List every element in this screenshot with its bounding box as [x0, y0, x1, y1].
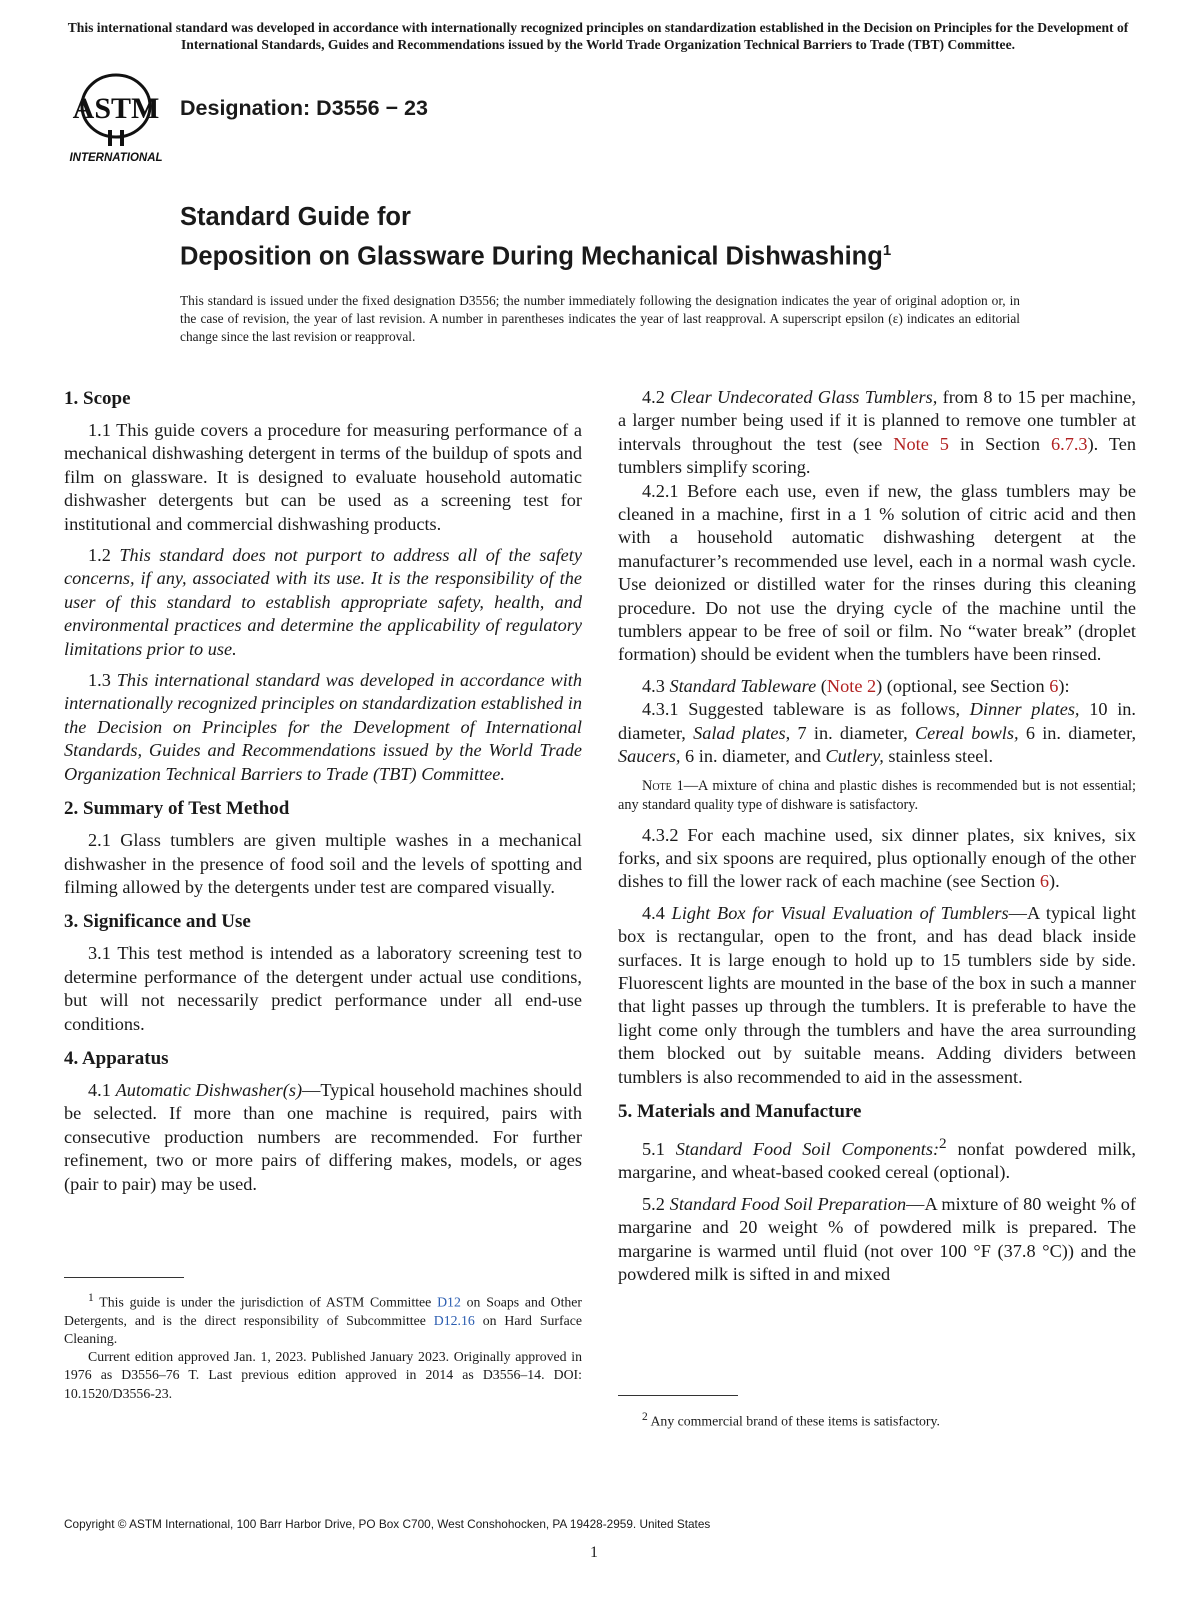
tbt-notice: This international standard was developed in accordance with internationally recognized principles on standardization established in the Decision on Principles for the Development of International Standards, Guides and Recommendations issued by the World Trade Organization Technical Barriers to Trade (TBT) Committee.: [67, 20, 1129, 52]
note-2-link[interactable]: Note 2: [826, 675, 877, 696]
para-2-1: 2.1 Glass tumblers are given multiple washes in a mechanical dishwasher in the presence of food soil and the levels of spotting and filming allowed by the detergents under test are compared visually.: [64, 830, 582, 897]
section-1-heading: 1. Scope: [64, 388, 131, 409]
section-2-heading: 2. Summary of Test Method: [64, 798, 290, 820]
para-4-3-1: 4.3.1 Suggested tableware is as follows, Dinner plates, 10 in. diameter, Salad plates, 7 in. diameter, Cereal bowls, 6 in. diameter, Saucers, 6 in. diameter, and Cutlery, stainless steel.: [618, 699, 1137, 767]
section-6-link[interactable]: 6: [1049, 675, 1059, 696]
section-6-7-3-link[interactable]: 6.7.3: [1051, 433, 1088, 454]
footnote-1: [64, 1289, 582, 1403]
para-4-3-2: 4.3.2 For each machine used, six dinner plates, six knives, six forks, and six spoons are required, plus optionally enough of the other dishes to fill the lower rack of each machine (see Section 6).: [618, 824, 1136, 892]
title-line-1: Standard Guide for: [180, 203, 411, 231]
svg-text:ASTM: ASTM: [72, 92, 160, 125]
designation: Designation: D3556 − 23: [180, 96, 428, 120]
section-6-link-2[interactable]: 6: [1039, 871, 1049, 892]
section-4-heading: 4. Apparatus: [64, 1047, 169, 1069]
footnote-rule-right: [618, 1395, 738, 1396]
astm-logo: [64, 70, 168, 166]
note-5-link[interactable]: Note 5: [893, 433, 949, 454]
copyright-line: Copyright © ASTM International, 100 Barr Harbor Drive, PO Box C700, West Conshohocken, PA 19428-2959. United States: [64, 1517, 711, 1531]
para-1-3: 1.3 This international standard was developed in accordance with internationally recognized principles on standardization established in the Decision on Principles for the Development of International Standards, Guides and Recommendations issued by the World Trade Organization Technical Barriers to Trade (TBT) Committee.: [64, 670, 582, 784]
note-1: Note 1—A mixture of china and plastic dishes is recommended but is not essential; any standard quality type of dishware is satisfactory.: [618, 777, 1136, 813]
subcommittee-d12-16-link[interactable]: D12.16: [433, 1312, 475, 1328]
para-1-2: 1.2 This standard does not purport to address all of the safety concerns, if any, associated with its use. It is the responsibility of the user of this standard to establish appropriate safety, health, and environmental practices and determine the applicability of regulatory limitations prior to use.: [64, 545, 582, 659]
footnote-2: [618, 1408, 1136, 1431]
document-title: [180, 201, 891, 274]
section-5-heading: 5. Materials and Manufacture: [618, 1100, 862, 1122]
para-4-3: 4.3 Standard Tableware (Note 2) (optional, see Section 6):: [642, 675, 1070, 696]
page-number: 1: [590, 1544, 598, 1561]
para-4-4: 4.4 Light Box for Visual Evaluation of Tumblers—A typical light box is rectangular, open to the front, and has dead black inside surfaces. It is large enough to hold up to 15 tumblers side by side. Fluorescent lights are mounted in the base of the box in such a manner that light passes up through the tumblers. It is preferable to have the light come only through the tumblers and have the area surrounding them blocked out by suitable means. Adding dividers between tumblers is also recommended to aid in the assessment.: [618, 902, 1136, 1087]
section-3-heading: 3. Significance and Use: [64, 911, 251, 933]
footnote-rule-left: [64, 1277, 184, 1278]
para-3-1: 3.1 This test method is intended as a laboratory screening test to determine performance of the detergent under actual use conditions, but will not necessarily predict performance under all end-use conditions.: [64, 943, 582, 1034]
para-4-1: 4.1 Automatic Dishwasher(s)—Typical household machines should be selected. If more than one machine is required, pairs with consecutive production numbers are recommended. For further refinement, two or more pairs of differing makes, models, or ages (pair to pair) may be used.: [64, 1079, 582, 1194]
footnote-1-edition: Current edition approved Jan. 1, 2023. Published January 2023. Originally approved in 1976 as D3556–76 T. Last previous edition approved in 2014 as D3556–14. DOI: 10.1520/D3556-23.: [64, 1349, 582, 1401]
svg-text:INTERNATIONAL: INTERNATIONAL: [69, 152, 163, 164]
footnote-1-jurisdiction: $^1$ This guide is under the jurisdiction of ASTM Committee D12 on Soaps and Other Detergents, and is the direct responsibility of Subcommittee D12.16 on Hard Surface Cleaning.: [64, 1292, 583, 1346]
issued-statement: This standard is issued under the fixed designation D3556; the number immediately following the designation indicates the year of original adoption or, in the case of revision, the year of last revision. A number in parentheses indicates the year of last reapproval. A superscript epsilon (ε) indicates an editorial change since the last revision or reapproval.: [180, 293, 1020, 344]
right-column: [618, 386, 1136, 1287]
para-1-1: 1.1 This guide covers a procedure for measuring performance of a mechanical dishwashing detergent in terms of the buildup of spots and film on glassware. It is designed to evaluate household automatic dishwasher detergents but can be used as a screening test for institutional and commercial dishwashing products.: [64, 420, 582, 534]
committee-d12-link[interactable]: D12: [437, 1294, 461, 1310]
left-column: [64, 386, 582, 1196]
para-5-2: 5.2 Standard Food Soil Preparation—A mixture of 80 weight % of margarine and 20 weight % of powdered milk is prepared. The margarine is warmed until fluid (not over 100 °F (37.8 °C)) and the powdered milk is sifted in and mixed: [618, 1193, 1137, 1285]
footnote-2-text: $^2$ Any commercial brand of these items is satisfactory.: [642, 1411, 940, 1429]
para-4-2-1: 4.2.1 Before each use, even if new, the glass tumblers may be cleaned in a machine, first in a 1 % solution of citric acid and then with a household automatic dishwashing detergent at the manufacturer’s recommended use level, each in a normal wash cycle. Use deionized or distilled water for the rinses during this cleaning procedure. Do not use the drying cycle of the machine until the tumblers appear to be free of soil or film. No “water break” (droplet formation) should be evident when the tumblers have been rinsed.: [618, 480, 1136, 665]
para-5-1: 5.1 Standard Food Soil Components:$^2$ nonfat powdered milk, margarine, and wheat-based cooked cereal (optional).: [618, 1134, 1136, 1183]
para-4-2: 4.2 Clear Undecorated Glass Tumblers, from 8 to 15 per machine, a larger number being used if it is planned to remove one tumbler at intervals throughout the test (see Note 5 in Section 6.7.3). Ten tumblers simplify scoring.: [618, 387, 1137, 478]
title-footnote-mark: 1: [882, 242, 892, 259]
title-line-2: Deposition on Glassware During Mechanical Dishwashing$^1$: [180, 242, 892, 271]
